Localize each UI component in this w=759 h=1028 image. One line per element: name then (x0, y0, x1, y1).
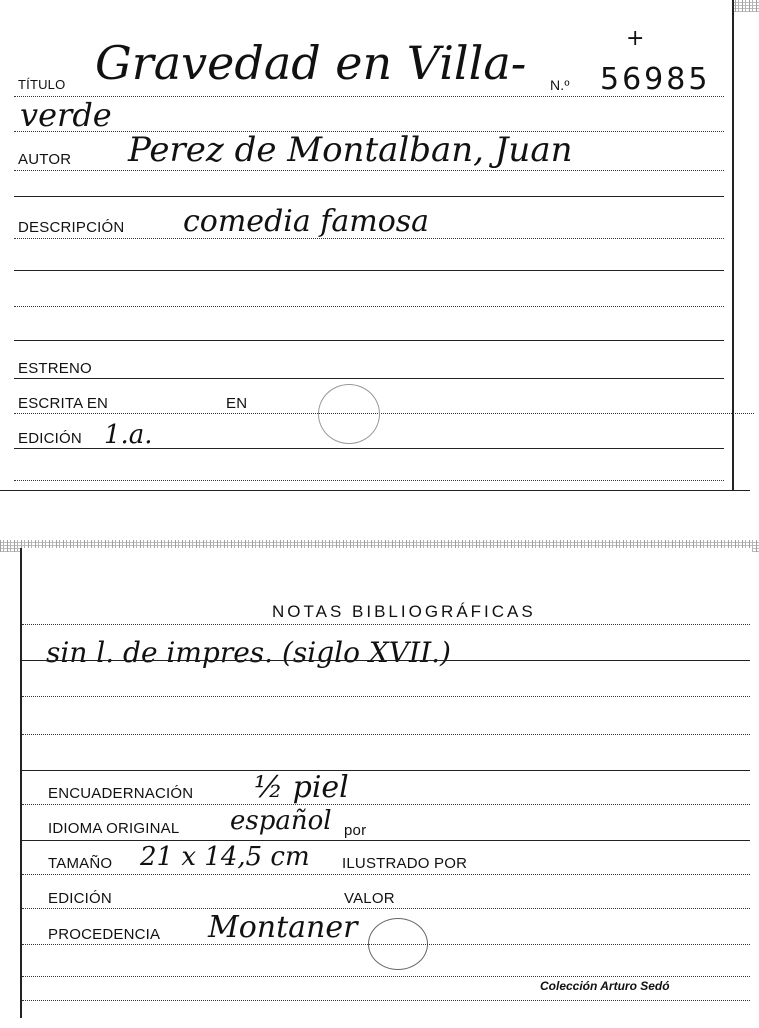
notes-rule-0 (22, 624, 750, 625)
edition-value: 1.a. (104, 420, 153, 450)
binding-rule (22, 804, 750, 805)
author-value: Perez de Montalban, Juan (128, 130, 573, 170)
premiere-rule (14, 378, 724, 379)
title-value-line2: verde (20, 96, 112, 134)
number-value: 56985 (600, 62, 711, 97)
origin-label: PROCEDENCIA (48, 926, 161, 943)
title-rule (14, 96, 724, 97)
catalog-card-back (20, 548, 752, 1018)
by-label: por (344, 822, 367, 839)
blank-rule-3 (14, 340, 724, 341)
notes-value: sin l. de impres. (siglo XVII.) (46, 636, 451, 669)
size-label: TAMAÑO (48, 855, 113, 872)
footer-rule (22, 1000, 750, 1001)
size-value: 21 x 14,5 cm (140, 842, 310, 872)
notes-rule-3 (22, 734, 750, 735)
binding-value: ½ piel (254, 770, 349, 805)
notes-rule-4 (22, 770, 750, 771)
title-label: TÍTULO (18, 77, 66, 92)
written-rule (14, 413, 754, 414)
title-value-line1: Gravedad en Villa- (95, 36, 527, 90)
description-rule (14, 238, 724, 239)
origin-rule (22, 944, 750, 945)
card-front-bottom-edge (0, 490, 750, 491)
binding-label: ENCUADERNACIÓN (48, 785, 194, 802)
written-label: ESCRITA EN (18, 395, 109, 412)
ink-stamp-circle (318, 384, 380, 444)
notes-rule-1 (22, 660, 750, 661)
description-value: comedia famosa (183, 204, 430, 239)
edition-label: EDICIÓN (18, 430, 82, 447)
edition-label-back: EDICIÓN (48, 890, 112, 907)
description-label: DESCRIPCIÓN (18, 219, 125, 236)
author-rule (14, 170, 724, 171)
language-rule (22, 840, 750, 841)
premiere-label: ESTRENO (18, 360, 92, 377)
collection-credit: Colección Arturo Sedó (540, 979, 670, 993)
author-label: AUTOR (18, 151, 72, 168)
notes-rule-2 (22, 696, 750, 697)
blank-rule-1 (14, 270, 724, 271)
size-rule (22, 874, 750, 875)
origin-value: Montaner (208, 910, 358, 945)
catalog-card-front (0, 0, 734, 490)
language-label: IDIOMA ORIGINAL (48, 820, 180, 837)
author-rule-2 (14, 196, 724, 197)
edition-rule (14, 448, 724, 449)
blank-rule-2 (14, 306, 724, 307)
number-mark: + (626, 26, 645, 51)
edition-rule-back (22, 908, 750, 909)
number-label: N.º (550, 77, 570, 93)
bottom-rule (14, 480, 724, 481)
origin-rule-2 (22, 976, 750, 977)
written-in-label: EN (226, 395, 248, 412)
language-value: español (230, 806, 332, 836)
illustrated-label: ILUSTRADO POR (342, 855, 468, 872)
notes-heading: NOTAS BIBLIOGRÁFICAS (272, 602, 536, 621)
value-label: VALOR (344, 890, 395, 907)
